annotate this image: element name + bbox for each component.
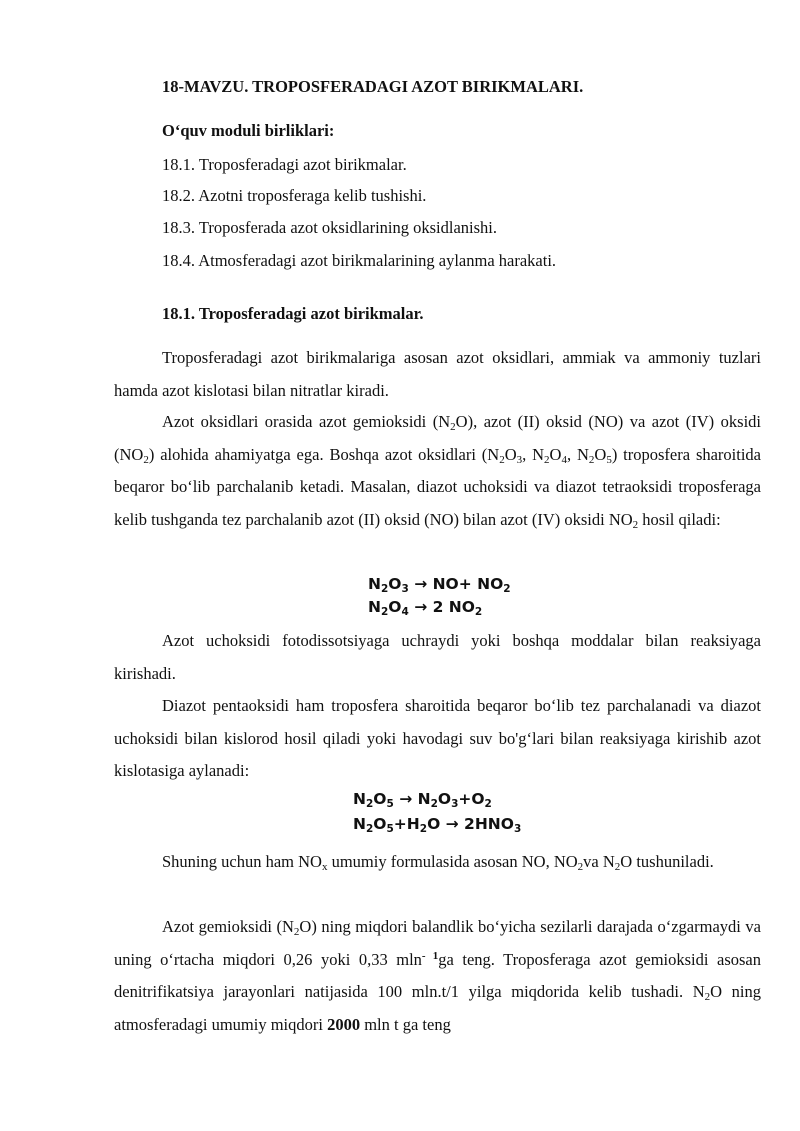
paragraph-5: Shuning uchun ham $NO_x$ umumiy formulasida asosan NO, $NO_2va$ $N_2O$ tushuniladi.	[162, 852, 714, 873]
paragraph-2: Azot oksidlari orasida azot gemioksidi $(N_2O)$, azot (II) oksid (NO) va azot (IV) oksidi $(NO_2)$ alohida ahamiyatga ega. Boshqa azot oksidlari ($N_2O_3$, $N_2O_4$, $N_2O_5$) troposfera sharoitida beqaror bo‘lib parchalanib ketadi. Masalan, diazot uchoksidi va diazot tetraoksidi troposferaga kelib tushganda tez parchalanib azot (II) oksid (NO) bilan azot (IV) oksidi $NO_2$ hosil qiladi:	[114, 412, 762, 531]
paragraph-6: Azot gemioksidi $(N_2O)$ ning miqdori balandlik bo‘yicha sezilarli darajada o‘zgarmaydi va uning o‘rtacha miqdori 0,26 yoki 0,33 mln$^{- 1}$ga teng. Troposferaga azot gemioksidi asosan denitrifikatsiya jarayonlari natijasida 100 mln.t/1 yilga miqdorida kelib tushadi. $N_2O$ ning atmosferadagi umumiy miqdori 2000 mln t ga teng	[114, 917, 761, 1034]
modules-heading: O‘quv moduli birliklari:	[162, 121, 335, 140]
equation-4: $N_2O_5+H_2O \to 2HNO_3$	[353, 815, 522, 835]
equation-3: $N_2O_5 \to N_2O_3+O_2$	[353, 790, 492, 810]
paragraph-1: Troposferadagi azot birikmalariga asosan azot oksidlari, ammiak va ammoniy tuzlari hamda azot kislotasi bilan nitratlar kiradi.	[114, 348, 761, 400]
toc-item: 18.1. Troposferadagi azot birikmalar.	[162, 155, 407, 174]
page-title: 18-MAVZU. TROPOSFERADAGI AZOT BIRIKMALARI.	[162, 77, 584, 96]
toc-item: 18.2. Azotni troposferaga kelib tushishi.	[162, 186, 427, 205]
section-heading: 18.1. Troposferadagi azot birikmalar.	[162, 304, 424, 323]
paragraph-4: Diazot pentaoksidi ham troposfera sharoitida beqaror bo‘lib tez parchalanadi va diazot uchoksidi bilan kislorod hosil qiladi yoki havodagi suv bo'g‘lari bilan reaksiyaga kirishib azot kislotasiga aylanadi:	[114, 696, 761, 780]
paragraph-3: Azot uchoksidi fotodissotsiyaga uchraydi yoki boshqa moddalar bilan reaksiyaga kirishadi.	[114, 631, 761, 683]
equation-1: $N_2O_3 \to NO+ NO_2$	[368, 575, 511, 595]
toc-item: 18.4. Atmosferadagi azot birikmalarining aylanma harakati.	[162, 251, 557, 270]
toc-item: 18.3. Troposferada azot oksidlarining oksidlanishi.	[162, 218, 498, 237]
equation-2: $N_2O_4 \to 2$ $NO_2$	[368, 598, 483, 618]
